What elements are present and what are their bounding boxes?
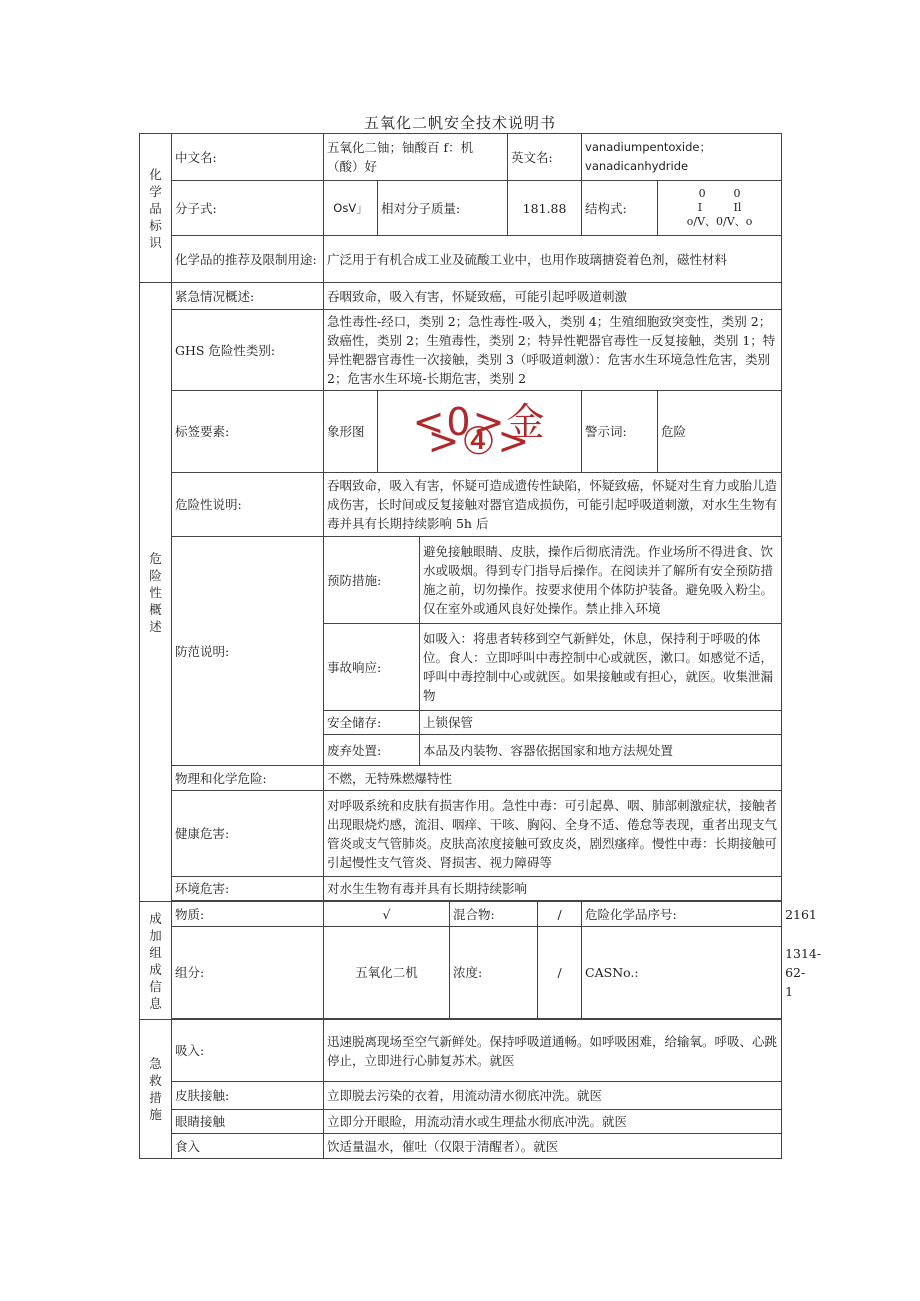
storage-label: 安全储存: <box>324 711 420 735</box>
pictogram-label: 象形图 <box>324 391 378 473</box>
composition-section-label: 成 加 组 成 信 息 <box>140 902 172 1020</box>
mixture-value: / <box>538 902 582 927</box>
cas-label: CASNo.: <box>582 927 782 1019</box>
firstaid-section-label: 急 救 措 施 <box>140 1020 172 1159</box>
page-title: 五氧化二帆安全技术说明书 <box>363 114 556 132</box>
prevention-value: 避免接触眼睛、皮肤，操作后彻底清洗。作业场所不得进食、饮水或吸烟。得到专门指导后操作。在阅读并了解所有安全预防措施之前，切勿操作。按要求使用个体防护装备。避免吸入粉尘。仅在室外或通风良好处操作。禁止排入环境 <box>420 537 782 624</box>
label-elements-label: 标签要素: <box>172 391 324 473</box>
hazard-statement-label: 危险性说明: <box>172 473 324 537</box>
ingestion-value: 饮适量温水，催吐（仅限于清醒者）。就医 <box>324 1134 782 1159</box>
ghs-value: 急性毒性-经口，类别 2；急性毒性-吸入，类别 4；生殖细胞致突变性，类别 2；致癌性，类别 2；生殖毒性，类别 2；特异性靶器官毒性一反复接触，类别 1；特异性靶器官毒性一次接触，类别 3（呼吸道刺激）：危害水生环境急性危害，类别 2；危害水生环境-长期危害，类别 2 <box>324 310 782 391</box>
physchem-label: 物理和化学危险: <box>172 766 324 791</box>
response-value: 如吸入：将患者转移到空气新鲜处，休息，保持利于呼吸的体位。食人：立即呼叫中毒控制中心或就医，漱口。如感觉不适，呼叫中毒控制中心或就医。如果接触或有担心，就医。收集泄漏物 <box>420 624 782 711</box>
concentration-label: 浓度: <box>450 927 538 1019</box>
identity-section-label: 化学 品标 识 <box>140 134 172 283</box>
signal-word-label: 警示词: <box>582 391 658 473</box>
ghs-pictograms: <0>金>④> <box>378 391 582 473</box>
emergency-value: 吞咽致命，吸入有害，怀疑致癌，可能引起呼吸道刺激 <box>324 283 782 310</box>
signal-word-value: 危险 <box>658 391 782 473</box>
env-label: 环境危害: <box>172 877 324 901</box>
substance-label: 物质: <box>172 902 324 927</box>
component-value: 五氧化二机 <box>324 927 450 1019</box>
struct-label: 结构式: <box>582 181 658 236</box>
concentration-value: / <box>538 927 582 1019</box>
response-label: 事故响应: <box>324 624 420 711</box>
ingestion-label: 食入 <box>172 1134 324 1159</box>
en-name-value: vanadiumpentoxide；vanadicanhydride <box>582 134 782 181</box>
prevention-label: 预防措施: <box>324 537 420 624</box>
skin-contact-value: 立即脱去污染的衣着，用流动清水彻底冲洗。就医 <box>324 1082 782 1110</box>
eye-contact-value: 立即分开眼睑，用流动清水或生理盐水彻底冲洗。就医 <box>324 1110 782 1134</box>
formula-value: OsV」 <box>324 181 378 236</box>
inhalation-label: 吸入: <box>172 1020 324 1082</box>
en-name-label: 英文名: <box>508 134 582 181</box>
use-label: 化学品的推荐及限制用途: <box>172 236 324 283</box>
ghs-label: GHS 危险性类别: <box>172 310 324 391</box>
env-value: 对水生生物有毒并具有长期持续影响 <box>324 877 782 901</box>
cn-name-value: 五氧化二铀；铀酸百 f：机（酸）好 <box>324 134 508 181</box>
physchem-value: 不燃，无特殊燃爆特性 <box>324 766 782 791</box>
component-label: 组分: <box>172 927 324 1019</box>
substance-value: √ <box>324 902 450 927</box>
mw-label: 相对分子质量: <box>378 181 508 236</box>
catalog-label: 危险化学品序号: <box>582 902 782 927</box>
storage-value: 上锁保管 <box>420 711 782 735</box>
cn-name-label: 中文名: <box>172 134 324 181</box>
msds-table: 化学 品标 识 中文名: 五氧化二铀；铀酸百 f：机（酸）好 英文名: vanadiumpentoxide；vanadicanhydride 分子式: OsV」 相对分子质量: 181.88 结构式: 0 0 I Il o/V、0/V、o 化学品的推荐及限制用途: 广泛用于有机合成工业及硫酸工业中，也用作玻璃搪瓷着色剂，磁性材料 危 险 性 概 述 紧急情况概述: 吞咽致命，吸入有害，怀疑致癌，可能引起呼吸道刺激 GHS 危险性类别: 急性毒性-经口，类别 2；急性毒性-吸入，类别 4；生殖细胞致突变性，类别 2；致癌性，类别 2；生殖毒性，类别 2；特异性靶器官毒性一反复接触，类别 1；特异性靶器官毒性一次接触，类别 3（呼吸道刺激）：危害水生环境急性危害，类别 2；危害水生环境-长期危害，类别 2 标签要素: 象形图 <0>金>④> 警示词: 危险 危险性说明: 吞咽致命，吸入有害，怀疑可造成遗传性缺陷，怀疑致癌，怀疑对生育力或胎儿造成伤害，长时间或反复接触对器官造成损伤，可能引起呼吸道刺激，对水生生物有毒并具有长期持续影响 5h 后 防范说明: 预防措施: 避免接触眼睛、皮肤，操作后彻底清洗。作业场所不得进食、饮水或吸烟。得到专门指导后操作。在阅读并了解所有安全预防措施之前，切勿操作。按要求使用个体防护装备。避免吸入粉尘。仅在室外或通风良好处操作。禁止排入环境 事故响应: 如吸入：将患者转移到空气新鲜处，休息，保持利于呼吸的体位。食人：立即呼叫中毒控制中心或就医，漱口。如感觉不适，呼叫中毒控制中心或就医。如果接触或有担心，就医。收集泄漏物 安全储存: 上锁保管 废弃处置: 本品及内装物、容器依据国家和地方法规处置 物理和化学危险: 不燃，无特殊燃爆特性 健康危害: 对呼吸系统和皮肤有损害作用。急性中毒：可引起鼻、咽、肺部刺激症状，接触者出现眼烧灼感，流泪、咽痒、干咳、胸闷、全身不适、倦怠等表现，重者出现支气管炎或支气管肺炎。皮肤高浓度接触可致皮炎，剧烈瘙痒。慢性中毒：长期接触可引起慢性支气管炎、肾损害、视力障碍等 环境危害: 对水生生物有毒并具有长期持续影响 成 加 组 成 信 息 物质: √ 混合物: / 危险化学品序号: 2161 组分: 五氧化二机 浓度: / CASNo.: 1314-62-1 急 救 措 施 吸入: 迅速脱离现场至空气新鲜处。保持呼吸道通畅。如呼吸困难，给输氧。呼吸、心跳停止，立即进行心肺复苏术。就医 皮肤接触: 立即脱去污染的衣着，用流动清水彻底冲洗。就医 眼睛接触 立即分开眼睑，用流动清水或生理盐水彻底冲洗。就医 食入 饮适量温水，催吐（仅限于清醒者）。就医 <box>139 133 782 1159</box>
emergency-label: 紧急情况概述: <box>172 283 324 310</box>
mixture-label: 混合物: <box>450 902 538 927</box>
hazard-section-label: 危 险 性 概 述 <box>140 283 172 902</box>
skin-contact-label: 皮肤接触: <box>172 1082 324 1110</box>
precaution-label: 防范说明: <box>172 537 324 766</box>
health-label: 健康危害: <box>172 791 324 877</box>
mw-value: 181.88 <box>508 181 582 236</box>
use-value: 广泛用于有机合成工业及硫酸工业中，也用作玻璃搪瓷着色剂，磁性材料 <box>324 236 782 283</box>
disposal-value: 本品及内装物、容器依据国家和地方法规处置 <box>420 735 782 766</box>
disposal-label: 废弃处置: <box>324 735 420 766</box>
inhalation-value: 迅速脱离现场至空气新鲜处。保持呼吸道通畅。如呼吸困难，给输氧。呼吸、心跳停止，立即进行心肺复苏术。就医 <box>324 1020 782 1082</box>
eye-contact-label: 眼睛接触 <box>172 1110 324 1134</box>
structure-formula: 0 0 I Il o/V、0/V、o <box>658 181 782 236</box>
health-value: 对呼吸系统和皮肤有损害作用。急性中毒：可引起鼻、咽、肺部刺激症状，接触者出现眼烧灼感，流泪、咽痒、干咳、胸闷、全身不适、倦怠等表现，重者出现支气管炎或支气管肺炎。皮肤高浓度接触可致皮炎，剧烈瘙痒。慢性中毒：长期接触可引起慢性支气管炎、肾损害、视力障碍等 <box>324 791 782 877</box>
hazard-statement-value: 吞咽致命，吸入有害，怀疑可造成遗传性缺陷，怀疑致癌，怀疑对生育力或胎儿造成伤害，长时间或反复接触对器官造成损伤，可能引起呼吸道刺激，对水生生物有毒并具有长期持续影响 5h 后 <box>324 473 782 537</box>
formula-label: 分子式: <box>172 181 324 236</box>
